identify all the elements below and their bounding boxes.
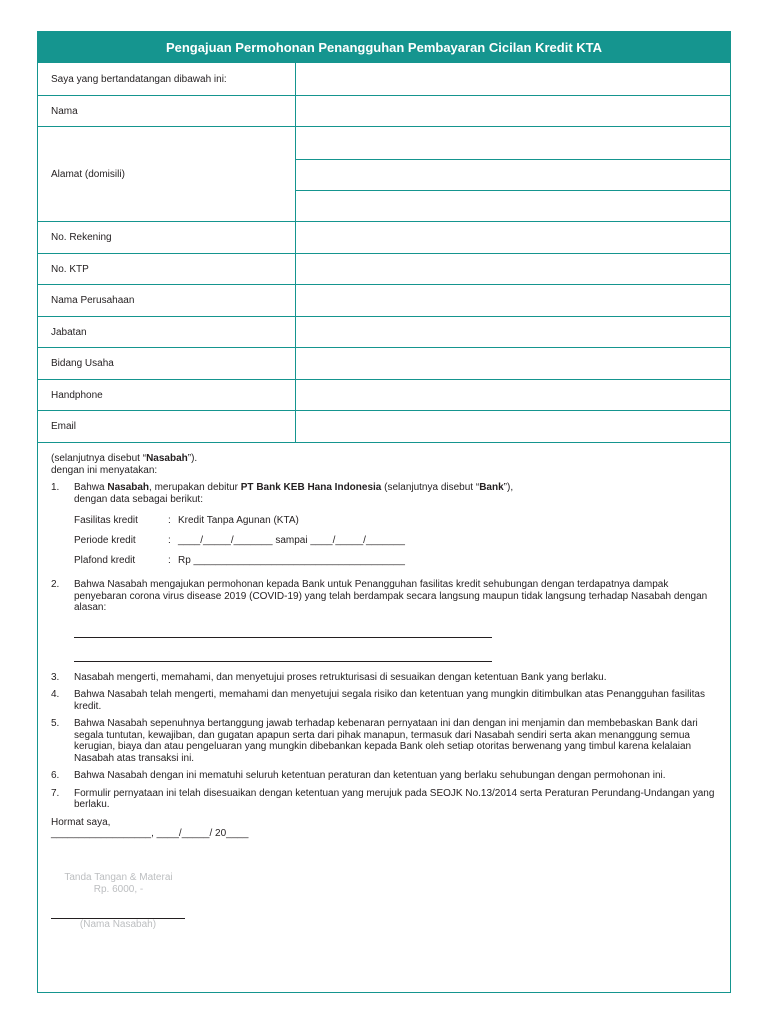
- email-value-field[interactable]: [296, 411, 730, 442]
- alamat-line-2-field[interactable]: [296, 159, 730, 190]
- intro-label: Saya yang bertandatangan dibawah ini:: [38, 63, 296, 95]
- intro-value-field[interactable]: [296, 63, 730, 95]
- jabatan-label: Jabatan: [38, 317, 296, 347]
- facility-row: Fasilitas kredit : Kredit Tanpa Agunan (KTA): [74, 515, 299, 527]
- declaration-intro: dengan ini menyatakan:: [51, 464, 158, 476]
- list-item: 4. Bahwa Nasabah telah mengerti, memahami dan menyetujui segala risiko dan ketentuan yang mungkin ditimbulkan atas Penangguhan fasilitas kredit.: [51, 689, 705, 712]
- email-row: [38, 410, 730, 442]
- signature-stamp-placeholder: Tanda Tangan & Materai Rp. 6000, -: [64, 871, 173, 895]
- reason-line-2-field[interactable]: [74, 644, 492, 662]
- alamat-label: Alamat (domisili): [38, 127, 296, 221]
- period-blank-field[interactable]: ____/_____/_______ sampai ____/_____/_______: [178, 535, 405, 547]
- alamat-value-group: [296, 127, 730, 221]
- nama-label: Nama: [38, 96, 296, 126]
- customer-name-caption: (Nama Nasabah): [79, 918, 157, 930]
- perusahaan-label: Nama Perusahaan: [38, 285, 296, 316]
- jabatan-row: [38, 316, 730, 347]
- statement-list: [51, 482, 717, 811]
- plafond-blank-field[interactable]: Rp ______________________________________: [178, 555, 405, 567]
- closing-salutation: Hormat saya,: [51, 816, 111, 828]
- ktp-row: [38, 253, 730, 284]
- alamat-line-1-field[interactable]: [296, 127, 730, 159]
- form-title: Pengajuan Permohonan Penangguhan Pembayaran Cicilan Kredit KTA: [38, 32, 730, 63]
- handphone-label: Handphone: [38, 380, 296, 410]
- list-item: 2. Bahwa Nasabah mengajukan permohonan kepada Bank untuk Penangguhan fasilitas kredit sehubungan dengan terdapatnya dampak penyebaran corona virus disease 2019 (COVID-19) yang telah berdampak secara langsung maupun tidak langsung terhadap Nasabah dengan alasan:: [51, 579, 708, 613]
- bidang-row: [38, 347, 730, 379]
- period-row: Periode kredit : ____/_____/_______ sampai ____/_____/_______: [74, 535, 405, 547]
- jabatan-value-field[interactable]: [296, 317, 730, 347]
- handphone-row: [38, 379, 730, 410]
- reason-line-1-field[interactable]: [74, 620, 492, 638]
- perusahaan-value-field[interactable]: [296, 285, 730, 316]
- rekening-value-field[interactable]: [296, 222, 730, 253]
- place-date-field[interactable]: __________________, ____/_____/ 20____: [51, 828, 249, 839]
- statement-body: [38, 443, 730, 930]
- alamat-row: [38, 126, 730, 221]
- credit-deferral-form: [37, 31, 731, 993]
- list-item: 3. Nasabah mengerti, memahami, dan menyetujui proses retrukturisasi di sesuaikan dengan ketentuan Bank yang berlaku.: [51, 671, 607, 683]
- applicant-fields-table: [38, 63, 730, 443]
- credit-facility-details: [74, 511, 717, 571]
- nama-row: [38, 95, 730, 126]
- list-item: 5. Bahwa Nasabah sepenuhnya bertanggung jawab terhadap kebenaran pernyataan ini dan dengan ini menjamin dan membebaskan Bank dari segala tuntutan, kewajiban, dan gugatan apapun serta dari pihak manapun, termasuk dari Nasabah sendiri serta akan menanggung semua kerugian, biaya dan atau pengeluaran yang mungkin dibebankan kepada Bank oleh setiap otoritas berwenang yang timbul karena kelalaian Nasabah atas transaksi ini.: [51, 718, 698, 764]
- bidang-label: Bidang Usaha: [38, 348, 296, 379]
- ktp-label: No. KTP: [38, 254, 296, 284]
- email-label: Email: [38, 411, 296, 442]
- plafond-row: Plafond kredit : Rp ______________________________________: [74, 555, 405, 567]
- list-item: 1. Bahwa Nasabah, merupakan debitur PT Bank KEB Hana Indonesia (selanjutnya disebut “Bank”), dengan data sebagai berikut: Fasilitas kredit : Kredit Tanpa Agunan (KTA) Periode kredit : ____/_____/_______ sampai ____/_____/_______ Plafond kredit : Rp ______________________________________: [51, 482, 717, 573]
- ktp-value-field[interactable]: [296, 254, 730, 284]
- rekening-label: No. Rekening: [38, 222, 296, 253]
- reason-blank-lines: [51, 620, 717, 662]
- list-item: 7. Formulir pernyataan ini telah disesuaikan dengan ketentuan yang merujuk pada SEOJK No.13/2014 serta Peraturan Perundang-Undangan yang berlaku.: [51, 787, 715, 810]
- intro-row: [38, 63, 730, 95]
- nasabah-designation: (selanjutnya disebut “Nasabah”).: [51, 453, 198, 464]
- facility-value: Kredit Tanpa Agunan (KTA): [178, 515, 299, 527]
- perusahaan-row: [38, 284, 730, 316]
- rekening-row: [38, 221, 730, 253]
- nama-value-field[interactable]: [296, 96, 730, 126]
- list-item: 6. Bahwa Nasabah dengan ini mematuhi seluruh ketentuan peraturan dan ketentuan yang berlaku sehubungan dengan permohonan ini.: [51, 770, 666, 781]
- bidang-value-field[interactable]: [296, 348, 730, 379]
- handphone-value-field[interactable]: [296, 380, 730, 410]
- alamat-line-3-field[interactable]: [296, 190, 730, 221]
